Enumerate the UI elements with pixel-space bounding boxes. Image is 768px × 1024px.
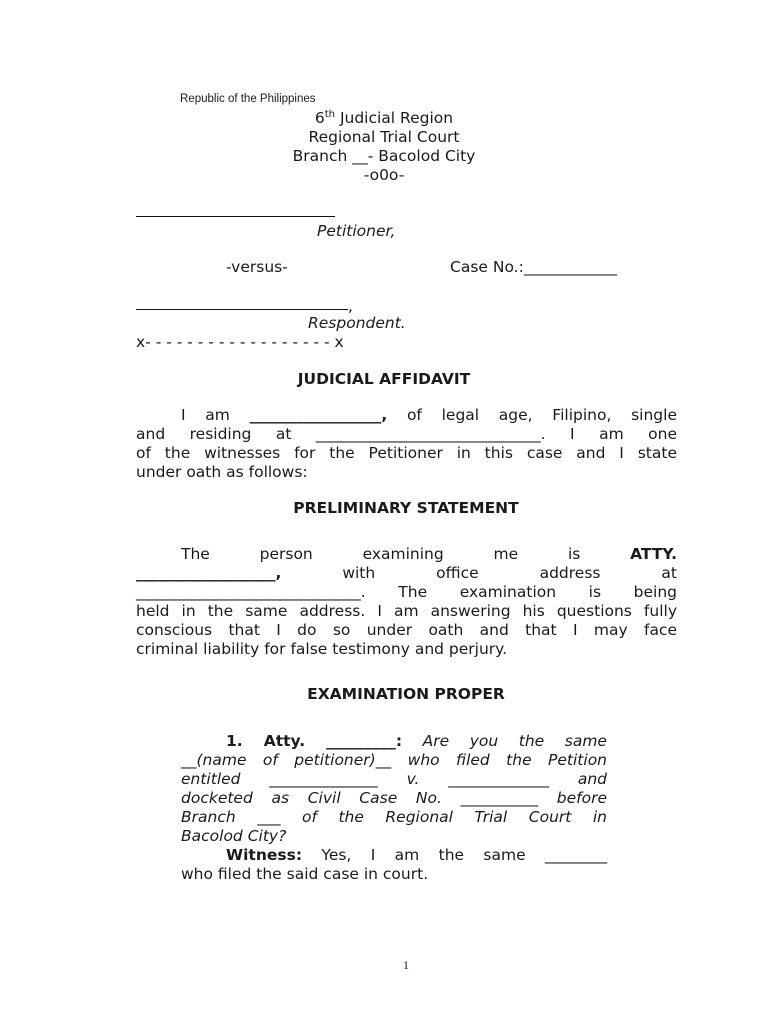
- case-number: Case No.:____________: [450, 258, 617, 276]
- preliminary-paragraph: [136, 545, 677, 659]
- preliminary-heading: PRELIMINARY STATEMENT: [293, 499, 519, 517]
- region-text: Judicial Region: [335, 109, 454, 127]
- petitioner-label: Petitioner,: [317, 222, 396, 240]
- court-name: Regional Trial Court: [308, 128, 460, 146]
- examination-heading: EXAMINATION PROPER: [307, 685, 505, 703]
- question-1-line-2: __(name of petitioner)__ who filed the Petition: [181, 751, 607, 769]
- question-1-line-5: Branch ___ of the Regional Trial Court in: [181, 808, 607, 826]
- petitioner-name-line: [136, 216, 335, 217]
- preliminary-line-1: The person examining me is ATTY.: [181, 545, 677, 563]
- witness-answer-line-2: who filed the said case in court.: [181, 865, 429, 883]
- question-1-line-6: Bacolod City?: [181, 827, 287, 845]
- question-1: [181, 732, 607, 884]
- judicial-region: [0, 109, 768, 128]
- preliminary-line-4: held in the same address. I am answering his questions fully: [136, 602, 677, 620]
- caption-separator: x- - - - - - - - - - - - - - - - - - x: [136, 333, 344, 351]
- intro-line-2: and residing at _____________________________. I am one: [136, 425, 677, 443]
- question-1-line-3: entitled ______________ v. _____________ and: [181, 770, 607, 788]
- region-ordinal: th: [324, 108, 336, 120]
- intro-paragraph: [136, 406, 677, 482]
- intro-line-4: under oath as follows:: [136, 463, 308, 481]
- question-1-line-1: 1. Atty. _________: Are you the same: [226, 732, 607, 750]
- respondent-label: Respondent.: [308, 314, 406, 332]
- versus-label: -versus-: [226, 258, 288, 276]
- witness-answer-line-1: Witness: Yes, I am the same ________: [226, 846, 607, 864]
- page-number: 1: [403, 958, 409, 972]
- ornament: -o0o-: [363, 166, 405, 184]
- respondent-comma: ,: [348, 297, 353, 315]
- question-1-line-4: docketed as Civil Case No. __________ before: [181, 789, 607, 807]
- preliminary-line-5: conscious that I do so under oath and that I may face: [136, 621, 677, 639]
- preliminary-line-3: _____________________________. The examination is being: [136, 583, 677, 601]
- branch-line: Branch __- Bacolod City: [292, 147, 476, 165]
- intro-line-1: I am _________________, of legal age, Filipino, single: [181, 406, 677, 424]
- respondent-name-line: [136, 309, 348, 310]
- region-number: 6: [314, 109, 325, 127]
- preliminary-line-2: __________________, with office address at: [136, 564, 677, 582]
- republic-label: Republic of the Philippines: [180, 93, 316, 105]
- preliminary-line-6: criminal liability for false testimony and perjury.: [136, 640, 508, 658]
- document-title: JUDICIAL AFFIDAVIT: [297, 370, 471, 388]
- intro-line-3: of the witnesses for the Petitioner in this case and I state: [136, 444, 677, 462]
